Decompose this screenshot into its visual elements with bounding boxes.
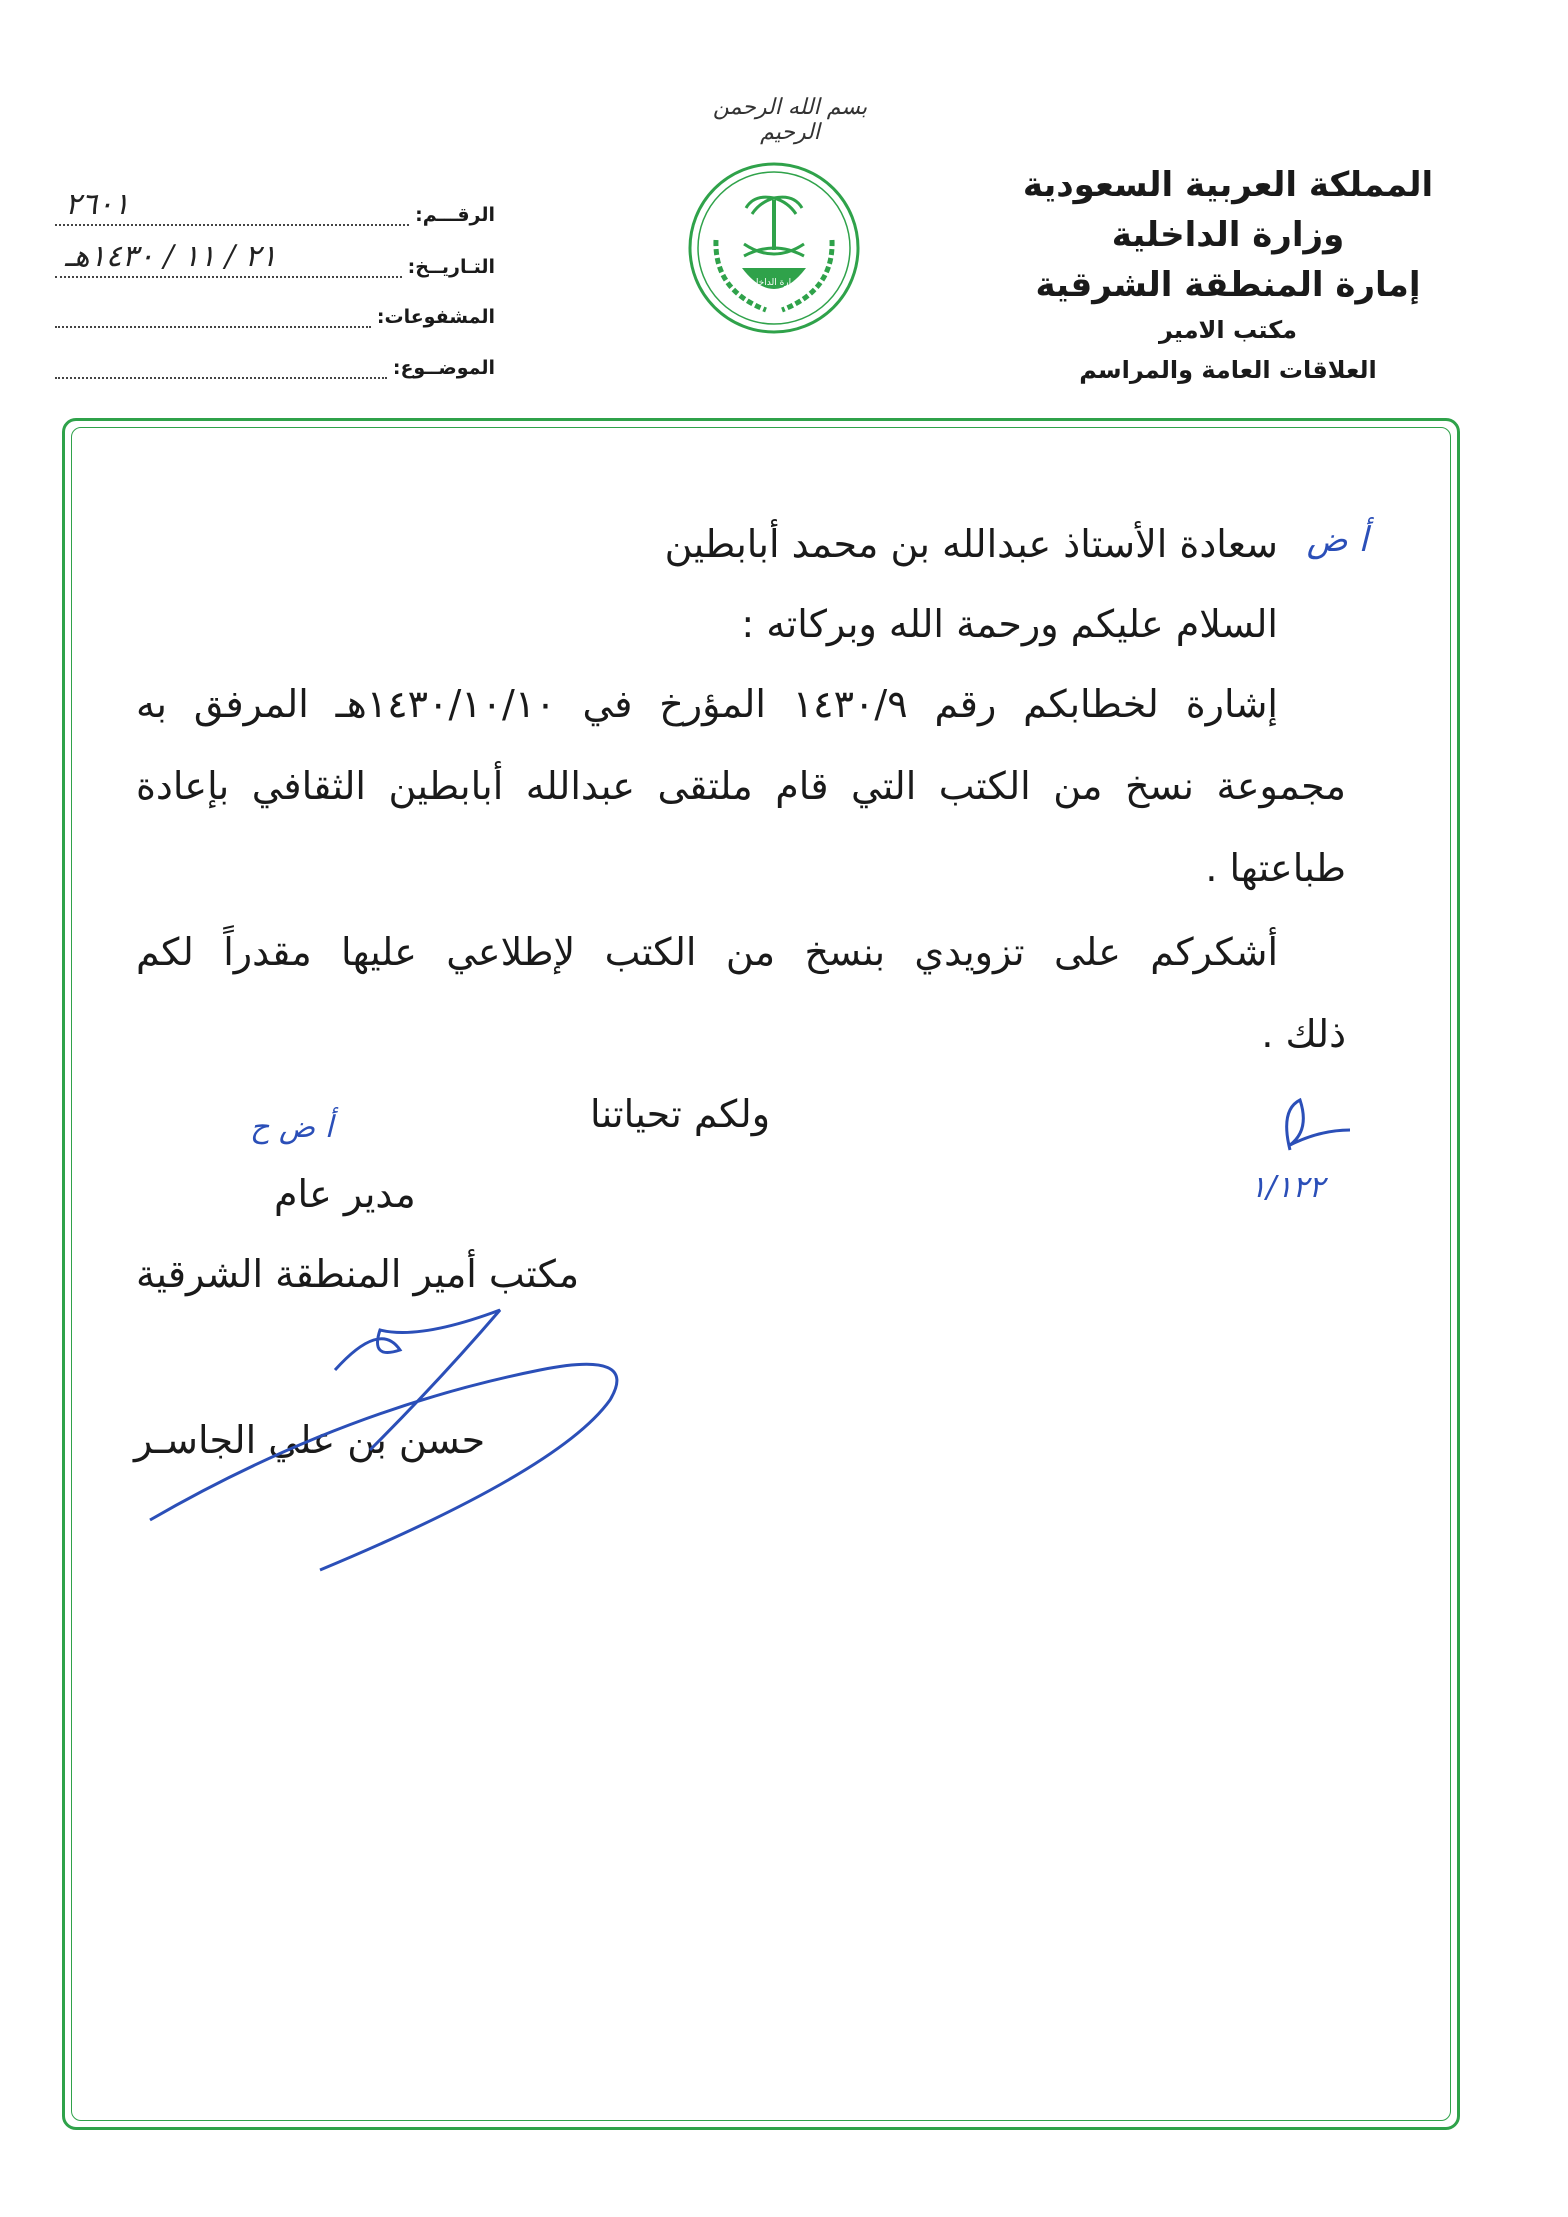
emblem-text: وزارة الداخلية bbox=[748, 278, 800, 288]
signatory-office: مكتب أمير المنطقة الشرقية bbox=[136, 1252, 580, 1296]
field-subject: الموضــوع: bbox=[55, 343, 495, 379]
body-line-3: طباعتها . bbox=[1205, 846, 1346, 890]
number-value: ٢٦٠١ bbox=[65, 187, 130, 222]
initials-icon bbox=[1270, 1090, 1370, 1170]
body-line-1: إشارة لخطابكم رقم ١٤٣٠/٩ المؤرخ في ١٤٣٠/١٠/١٠هـ المرفق به bbox=[136, 682, 1278, 726]
signature-icon bbox=[140, 1290, 660, 1590]
body-line-4: أشكركم على تزويدي بنسخ من الكتب لإطلاعي عليها مقدراً لكم bbox=[136, 930, 1278, 974]
closing: ولكم تحياتنا bbox=[590, 1092, 771, 1136]
field-number: الرقـــم: ٢٦٠١ bbox=[55, 190, 495, 226]
letterhead bbox=[988, 160, 1468, 390]
ministry-name: وزارة الداخلية bbox=[1111, 215, 1345, 255]
kingdom-name: المملكة العربية السعودية bbox=[1022, 165, 1434, 205]
margin-note: أ ض bbox=[1306, 520, 1368, 560]
addressee: سعادة الأستاذ عبدالله بن محمد أبابطين bbox=[664, 522, 1278, 566]
signatory-name: حسن بن علي الجاسـر bbox=[134, 1418, 486, 1462]
handwritten-note-left: أ ض ح bbox=[250, 1110, 334, 1145]
office-name: مكتب الامير bbox=[1158, 316, 1298, 344]
field-attachments: المشفوعات: bbox=[55, 292, 495, 328]
signatory-title: مدير عام bbox=[274, 1172, 416, 1216]
body-line-2: مجموعة نسخ من الكتب التي قام ملتقى عبدالله أبابطين الثقافي بإعادة bbox=[136, 764, 1346, 808]
emirate-name: إمارة المنطقة الشرقية bbox=[1035, 265, 1421, 305]
saudi-emblem-icon bbox=[686, 160, 862, 336]
field-date: التـاريــخ: ٢١ / ١١ / ١٤٣٠هـ bbox=[55, 242, 495, 278]
basmala: بسم الله الرحمن الرحيم bbox=[712, 95, 868, 145]
greeting: السلام عليكم ورحمة الله وبركاته : bbox=[741, 602, 1278, 646]
body-line-5: ذلك . bbox=[1261, 1012, 1346, 1056]
handwritten-date-right: ١/١٢٢ bbox=[1250, 1170, 1325, 1205]
department-name: العلاقات العامة والمراسم bbox=[1079, 356, 1377, 384]
date-value: ٢١ / ١١ / ١٤٣٠هـ bbox=[65, 239, 277, 274]
